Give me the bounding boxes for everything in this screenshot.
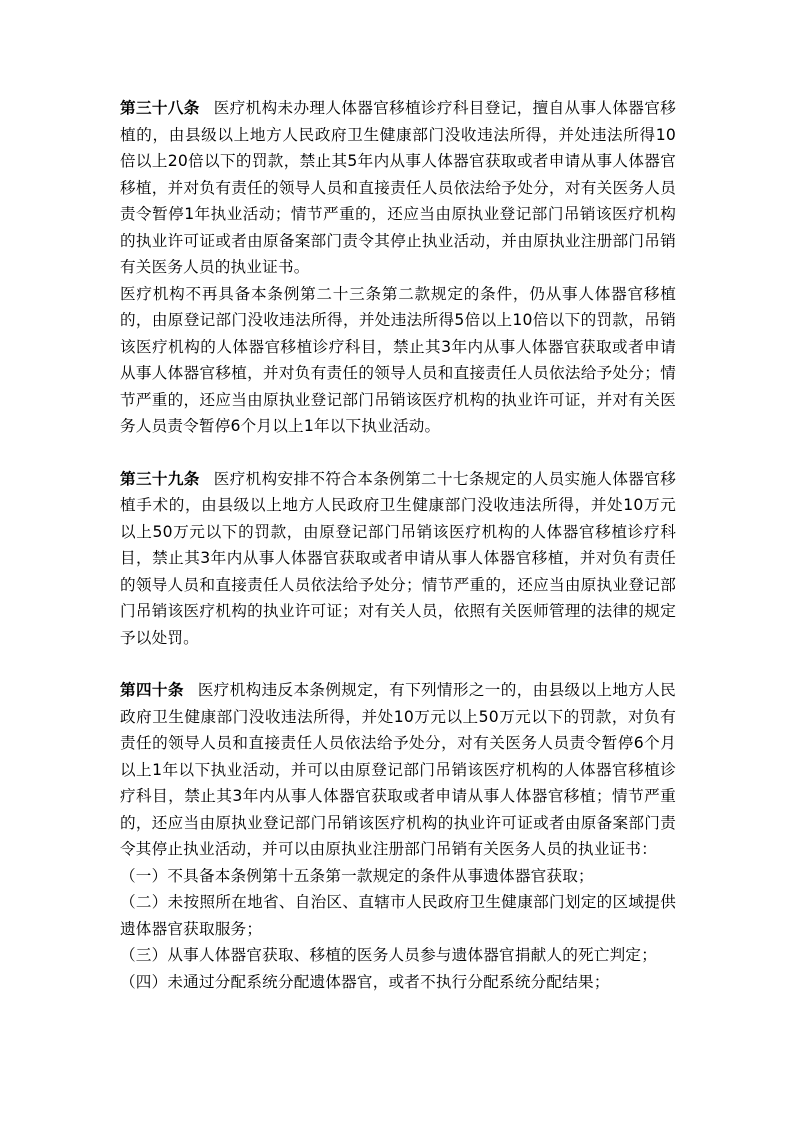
paragraph-gap bbox=[120, 440, 676, 466]
document-page bbox=[120, 95, 676, 995]
article-39-heading: 第三十九条 bbox=[120, 469, 200, 488]
article-38-paragraph-2: 医疗机构不再具备本条例第二十三条第二款规定的条件，仍从事人体器官移植的，由原登记部门没收违法所得，并处违法所得5倍以上10倍以下的罚款，吊销该医疗机构的人体器官移植诊疗科目，禁止其3年内从事人体器官获取或者申请从事人体器官移植，并对负有责任的领导人员和直接责任人员依法给予处分；情节严重的，还应当由原执业登记部门吊销该医疗机构的执业许可证，并对有关医务人员责令暂停6个月以上1年以下执业活动。 bbox=[120, 284, 676, 435]
article-40-item-3: （三）从事人体器官获取、移植的医务人员参与遗体器官捐献人的死亡判定； bbox=[120, 946, 657, 964]
article-40-item-4: （四）未通过分配系统分配遗体器官，或者不执行分配系统分配结果； bbox=[120, 972, 610, 991]
article-38-heading: 第三十八条 bbox=[120, 99, 200, 117]
article-39-paragraph-1 bbox=[120, 466, 676, 652]
article-38 bbox=[120, 95, 676, 440]
article-40-paragraph-1 bbox=[120, 677, 676, 863]
article-38-text-1: 医疗机构未办理人体器官移植诊疗科目登记，擅自从事人体器官移植的，由县级以上地方人民政府卫生健康部门没收违法所得，并处违法所得10倍以上20倍以下的罚款，禁止其5年内从事人体器官获取或者申请从事人体器官移植，并对负有责任的领导人员和直接责任人员依法给予处分，对有关医务人员责令暂停1年执业活动；情节严重的，还应当由原执业登记部门吊销该医疗机构的执业许可证或者由原备案部门责令其停止执业活动，并由原执业注册部门吊销有关医务人员的执业证书。 bbox=[120, 99, 676, 276]
article-39 bbox=[120, 466, 676, 652]
article-39-text-1: 医疗机构安排不符合本条例第二十七条规定的人员实施人体器官移植手术的，由县级以上地方人民政府卫生健康部门没收违法所得，并处10万元以上50万元以下的罚款，由原登记部门吊销该医疗机构的人体器官移植诊疗科目，禁止其3年内从事人体器官获取或者申请从事人体器官移植，并对负有责任的领导人员和直接责任人员依法给予处分；情节严重的，还应当由原执业登记部门吊销该医疗机构的执业许可证；对有关人员，依照有关医师管理的法律的规定予以处罚。 bbox=[120, 469, 676, 647]
article-40-heading: 第四十条 bbox=[120, 681, 184, 699]
article-40-item-1: （一）不具备本条例第十五条第一款规定的条件从事遗体器官获取； bbox=[120, 866, 594, 885]
paragraph-gap bbox=[120, 651, 676, 677]
article-40 bbox=[120, 677, 676, 995]
article-38-paragraph-1 bbox=[120, 95, 676, 281]
article-40-text-1: 医疗机构违反本条例规定，有下列情形之一的，由县级以上地方人民政府卫生健康部门没收违法所得，并处10万元以上50万元以下的罚款，对负有责任的领导人员和直接责任人员依法给予处分，对有关医务人员责令暂停6个月以上1年以下执业活动，并可以由原登记部门吊销该医疗机构的人体器官移植诊疗科目，禁止其3年内从事人体器官获取或者申请从事人体器官移植；情节严重的，还应当由原执业登记部门吊销该医疗机构的执业许可证或者由原备案部门责令其停止执业活动，并可以由原执业注册部门吊销有关医务人员的执业证书： bbox=[120, 681, 676, 858]
article-40-item-2: （二）未按照所在地省、自治区、直辖市人民政府卫生健康部门划定的区域提供遗体器官获取服务； bbox=[120, 893, 676, 938]
